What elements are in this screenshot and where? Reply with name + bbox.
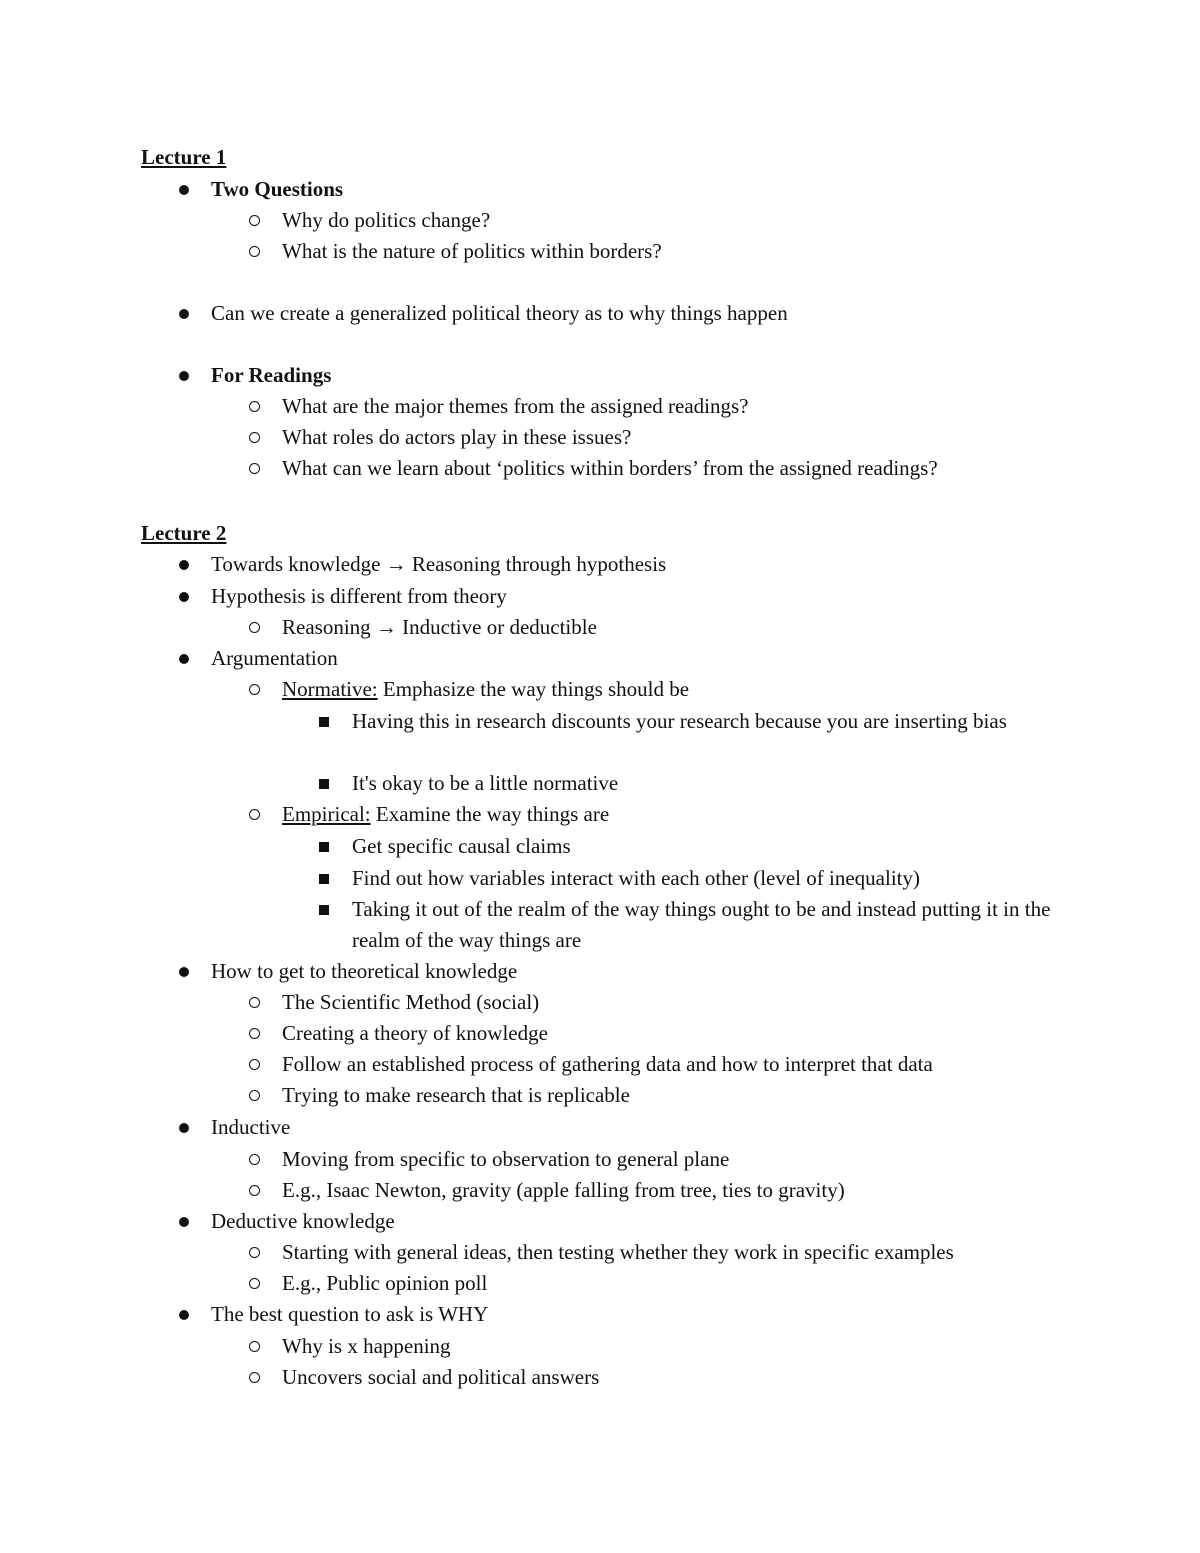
bullet-icon — [179, 1310, 189, 1320]
circle-bullet-icon — [249, 1372, 260, 1383]
list-text: Why is x happening — [282, 1334, 451, 1358]
circle-bullet-icon — [249, 1090, 260, 1101]
list-text: Hypothesis is different from theory — [211, 584, 507, 608]
list-text: Starting with general ideas, then testing whether they work in specific examples — [282, 1240, 954, 1264]
circle-bullet-icon — [249, 1341, 260, 1352]
list-text: What roles do actors play in these issues? — [282, 425, 632, 449]
bullet-icon — [179, 1217, 189, 1227]
list-text: What are the major themes from the assigned readings? — [282, 394, 749, 418]
list-text: Towards knowledge → Reasoning through hypothesis — [211, 552, 667, 576]
bullet-icon — [179, 654, 189, 664]
list-text: It's okay to be a little normative — [352, 771, 619, 795]
bullet-icon — [179, 967, 189, 977]
square-bullet-icon — [319, 779, 329, 789]
list-text: The Scientific Method (social) — [282, 990, 540, 1014]
circle-bullet-icon — [249, 997, 260, 1008]
list-text: Having this in research discounts your research because you are inserting bias — [352, 709, 1007, 733]
normative-label: Normative: — [282, 677, 378, 701]
list-text — [282, 799, 609, 830]
for-readings-label: For Readings — [211, 363, 332, 387]
circle-bullet-icon — [249, 1028, 260, 1039]
list-text: Follow an established process of gathering data and how to interpret that data — [282, 1052, 933, 1076]
list-text: The best question to ask is WHY — [211, 1302, 489, 1326]
bullet-icon — [179, 309, 189, 319]
bullet-icon — [179, 185, 189, 195]
circle-bullet-icon — [249, 246, 260, 257]
circle-bullet-icon — [249, 809, 260, 820]
circle-bullet-icon — [249, 1059, 260, 1070]
lecture-1-heading: Lecture 1 — [141, 145, 227, 169]
list-text: E.g., Isaac Newton, gravity (apple falling from tree, ties to gravity) — [282, 1178, 845, 1202]
list-text: Find out how variables interact with each other (level of inequality) — [352, 866, 920, 890]
list-text: Reasoning → Inductive or deductible — [282, 615, 597, 639]
square-bullet-icon — [319, 717, 329, 727]
lecture-2-heading: Lecture 2 — [141, 521, 227, 545]
list-text: Deductive knowledge — [211, 1209, 395, 1233]
circle-bullet-icon — [249, 1278, 260, 1289]
circle-bullet-icon — [249, 1154, 260, 1165]
circle-bullet-icon — [249, 684, 260, 695]
bullet-icon — [179, 592, 189, 602]
circle-bullet-icon — [249, 432, 260, 443]
two-questions-label: Two Questions — [211, 177, 344, 201]
list-text: Moving from specific to observation to general plane — [282, 1147, 730, 1171]
question-text: Why do politics change? — [282, 208, 491, 232]
list-text: Can we create a generalized political theory as to why things happen — [211, 301, 788, 325]
list-text — [282, 674, 689, 705]
bullet-icon — [179, 371, 189, 381]
square-bullet-icon — [319, 905, 329, 915]
circle-bullet-icon — [249, 463, 260, 474]
question-text: What is the nature of politics within borders? — [282, 239, 662, 263]
list-text: Get specific causal claims — [352, 834, 571, 858]
list-text: E.g., Public opinion poll — [282, 1271, 488, 1295]
bullet-icon — [179, 1123, 189, 1133]
list-text: Trying to make research that is replicable — [282, 1083, 630, 1107]
circle-bullet-icon — [249, 1247, 260, 1258]
list-text: How to get to theoretical knowledge — [211, 959, 518, 983]
circle-bullet-icon — [249, 401, 260, 412]
list-text: Creating a theory of knowledge — [282, 1021, 548, 1045]
bullet-icon — [179, 560, 189, 570]
list-text: Inductive — [211, 1115, 291, 1139]
list-text: Argumentation — [211, 646, 338, 670]
circle-bullet-icon — [249, 215, 260, 226]
square-bullet-icon — [319, 842, 329, 852]
list-text: What can we learn about ‘politics within borders’ from the assigned readings? — [282, 456, 938, 480]
list-text: Uncovers social and political answers — [282, 1365, 600, 1389]
normative-text: Emphasize the way things should be — [377, 677, 690, 701]
circle-bullet-icon — [249, 622, 260, 633]
empirical-text: Examine the way things are — [370, 802, 610, 826]
list-text: Taking it out of the realm of the way things ought to be and instead putting it in the realm of the way things are — [352, 897, 1051, 952]
circle-bullet-icon — [249, 1185, 260, 1196]
empirical-label: Empirical: — [282, 802, 371, 826]
square-bullet-icon — [319, 874, 329, 884]
